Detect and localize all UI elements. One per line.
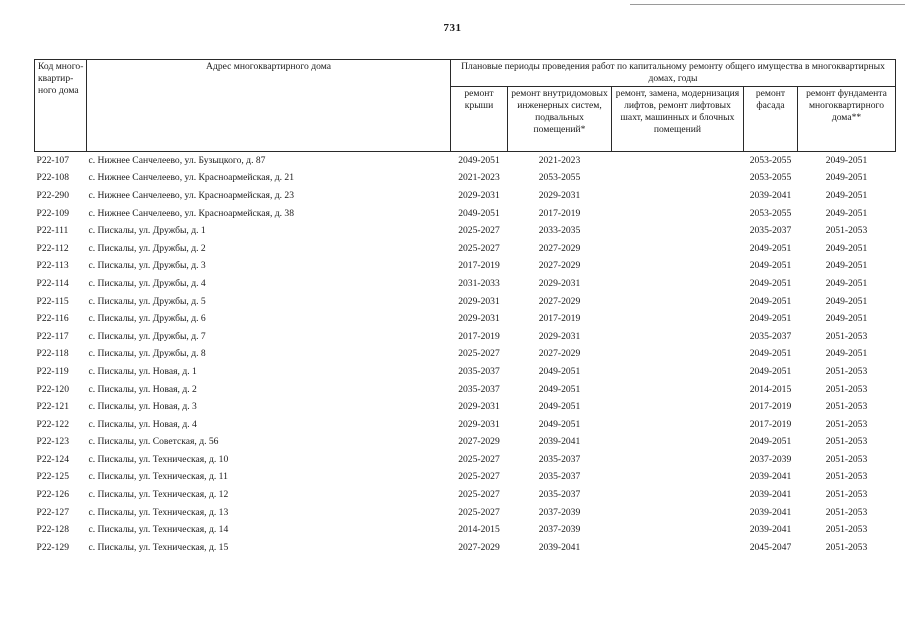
cell-address: с. Пискалы, ул. Новая, д. 3 xyxy=(88,401,197,413)
cell-foundation: 2051-2053 xyxy=(825,541,868,553)
cell-roof: 2049-2051 xyxy=(458,207,500,219)
cell-foundation: 2049-2051 xyxy=(825,348,868,360)
cell-facade: 2039-2041 xyxy=(749,489,792,501)
cell-foundation: 2049-2051 xyxy=(825,242,868,254)
cell-facade: 2049-2051 xyxy=(749,277,792,289)
cell-code: Р22-290 xyxy=(36,189,70,201)
cell-code: Р22-118 xyxy=(36,348,69,360)
cell-lifts xyxy=(612,521,744,539)
cell-roof: 2027-2029 xyxy=(458,436,500,448)
cell-roof: 2025-2027 xyxy=(458,506,500,518)
cell-foundation: 2049-2051 xyxy=(825,189,868,201)
cell-foundation: 2049-2051 xyxy=(825,154,868,166)
cell-code: Р22-126 xyxy=(36,489,70,501)
cell-facade: 2049-2051 xyxy=(749,348,792,360)
cell-foundation: 2051-2053 xyxy=(825,365,868,377)
cell-code: Р22-117 xyxy=(36,330,69,342)
table-row xyxy=(35,258,896,276)
cell-roof: 2029-2031 xyxy=(458,418,500,430)
cell-foundation: 2049-2051 xyxy=(825,295,868,307)
table-row xyxy=(35,521,896,539)
cell-facade: 2049-2051 xyxy=(749,436,792,448)
cell-engineering: 2027-2029 xyxy=(538,242,581,254)
cell-address: с. Пискалы, ул. Дружбы, д. 7 xyxy=(88,330,206,342)
header-foundation: ремонт фундамента многоквартирного дома** xyxy=(798,87,896,152)
cell-code: Р22-120 xyxy=(36,383,70,395)
page-number: 731 xyxy=(443,22,462,34)
cell-facade: 2035-2037 xyxy=(749,330,792,342)
cell-address: с. Пискалы, ул. Дружбы, д. 8 xyxy=(88,348,206,360)
cell-code: Р22-125 xyxy=(36,471,70,483)
table-row xyxy=(35,486,896,504)
cell-roof: 2025-2027 xyxy=(458,348,500,360)
cell-address: с. Пискалы, ул. Новая, д. 2 xyxy=(88,383,197,395)
cell-code: Р22-116 xyxy=(36,313,69,325)
cell-facade: 2049-2051 xyxy=(749,313,792,325)
cell-foundation: 2051-2053 xyxy=(825,524,868,536)
table-header xyxy=(35,60,896,152)
cell-lifts xyxy=(612,152,744,170)
cell-foundation: 2051-2053 xyxy=(825,489,868,501)
cell-code: Р22-121 xyxy=(36,401,70,413)
table-row xyxy=(35,539,896,557)
cell-engineering: 2049-2051 xyxy=(538,383,581,395)
cell-engineering: 2039-2041 xyxy=(538,541,581,553)
table-body xyxy=(35,152,896,557)
header-engineering: ремонт внутридомовых инженерных систем, подвальных помещений* xyxy=(508,87,612,152)
header-roof: ремонт крыши xyxy=(451,87,508,152)
cell-facade: 2049-2051 xyxy=(749,365,792,377)
cell-roof: 2029-2031 xyxy=(458,401,500,413)
table-row xyxy=(35,170,896,188)
cell-code: Р22-112 xyxy=(36,242,69,254)
table-row xyxy=(35,398,896,416)
cell-roof: 2035-2037 xyxy=(458,365,500,377)
cell-facade: 2053-2055 xyxy=(749,154,792,166)
cell-foundation: 2049-2051 xyxy=(825,277,868,289)
table-row xyxy=(35,363,896,381)
cell-facade: 2053-2055 xyxy=(749,207,792,219)
cell-foundation: 2049-2051 xyxy=(825,207,868,219)
cell-foundation: 2051-2053 xyxy=(825,506,868,518)
cell-code: Р22-115 xyxy=(36,295,69,307)
cell-lifts xyxy=(612,416,744,434)
cell-engineering: 2017-2019 xyxy=(538,207,581,219)
cell-engineering: 2039-2041 xyxy=(538,436,581,448)
cell-lifts xyxy=(612,451,744,469)
cell-code: Р22-122 xyxy=(36,418,70,430)
cell-engineering: 2053-2055 xyxy=(538,172,581,184)
table-row xyxy=(35,416,896,434)
cell-lifts xyxy=(612,398,744,416)
cell-code: Р22-123 xyxy=(36,436,70,448)
cell-lifts xyxy=(612,539,744,557)
cell-lifts xyxy=(612,363,744,381)
cell-code: Р22-108 xyxy=(36,172,70,184)
cell-foundation: 2049-2051 xyxy=(825,260,868,272)
cell-engineering: 2037-2039 xyxy=(538,524,581,536)
cell-code: Р22-114 xyxy=(36,277,69,289)
cell-facade: 2017-2019 xyxy=(749,418,792,430)
cell-foundation: 2049-2051 xyxy=(825,172,868,184)
cell-lifts xyxy=(612,504,744,522)
cell-code: Р22-109 xyxy=(36,207,70,219)
cell-roof: 2017-2019 xyxy=(458,330,500,342)
table-row xyxy=(35,293,896,311)
cell-engineering: 2027-2029 xyxy=(538,295,581,307)
cell-roof: 2049-2051 xyxy=(458,154,500,166)
header-address: Адрес многоквартирного дома xyxy=(87,60,451,152)
header-code: Код много-квартир-ного дома xyxy=(35,60,87,152)
cell-code: Р22-111 xyxy=(36,225,69,237)
cell-facade: 2049-2051 xyxy=(749,295,792,307)
table-row xyxy=(35,504,896,522)
cell-address: с. Пискалы, ул. Техническая, д. 13 xyxy=(88,506,229,518)
cell-engineering: 2029-2031 xyxy=(538,277,581,289)
repair-schedule-table xyxy=(34,59,896,557)
cell-lifts xyxy=(612,486,744,504)
table-row xyxy=(35,328,896,346)
cell-facade: 2053-2055 xyxy=(749,172,792,184)
table-row xyxy=(35,222,896,240)
cell-address: с. Пискалы, ул. Техническая, д. 11 xyxy=(88,471,228,483)
cell-lifts xyxy=(612,434,744,452)
table-row xyxy=(35,434,896,452)
cell-engineering: 2017-2019 xyxy=(538,313,581,325)
cell-address: с. Пискалы, ул. Дружбы, д. 3 xyxy=(88,260,206,272)
table-row xyxy=(35,310,896,328)
cell-facade: 2039-2041 xyxy=(749,471,792,483)
cell-facade: 2039-2041 xyxy=(749,189,792,201)
cell-address: с. Нижнее Санчелеево, ул. Красноармейская, д. 38 xyxy=(88,207,295,219)
cell-lifts xyxy=(612,187,744,205)
cell-lifts xyxy=(612,310,744,328)
cell-address: с. Нижнее Санчелеево, ул. Красноармейская, д. 21 xyxy=(88,172,295,184)
cell-code: Р22-113 xyxy=(36,260,69,272)
cell-roof: 2025-2027 xyxy=(458,489,500,501)
cell-address: с. Нижнее Санчелеево, ул. Красноармейская, д. 23 xyxy=(88,189,295,201)
cell-foundation: 2051-2053 xyxy=(825,383,868,395)
cell-facade: 2045-2047 xyxy=(749,541,792,553)
cell-engineering: 2021-2023 xyxy=(538,154,581,166)
cell-address: с. Пискалы, ул. Советская, д. 56 xyxy=(88,436,219,448)
cell-engineering: 2049-2051 xyxy=(538,418,581,430)
cell-facade: 2039-2041 xyxy=(749,524,792,536)
cell-foundation: 2051-2053 xyxy=(825,453,868,465)
cell-foundation: 2051-2053 xyxy=(825,436,868,448)
cell-address: с. Нижнее Санчелеево, ул. Бузыцкого, д. 87 xyxy=(88,154,266,166)
cell-lifts xyxy=(612,275,744,293)
cell-engineering: 2035-2037 xyxy=(538,453,581,465)
cell-foundation: 2051-2053 xyxy=(825,225,868,237)
cell-roof: 2025-2027 xyxy=(458,471,500,483)
cell-foundation: 2051-2053 xyxy=(825,471,868,483)
cell-code: Р22-127 xyxy=(36,506,70,518)
cell-engineering: 2029-2031 xyxy=(538,189,581,201)
cell-lifts xyxy=(612,469,744,487)
table-row xyxy=(35,152,896,170)
cell-roof: 2025-2027 xyxy=(458,453,500,465)
cell-engineering: 2029-2031 xyxy=(538,330,581,342)
cell-lifts xyxy=(612,381,744,399)
cell-roof: 2029-2031 xyxy=(458,295,500,307)
cell-code: Р22-119 xyxy=(36,365,69,377)
cell-roof: 2035-2037 xyxy=(458,383,500,395)
cell-facade: 2035-2037 xyxy=(749,225,792,237)
header-lifts: ремонт, замена, модернизация лифтов, ремонт лифтовых шахт, машинных и блочных помещений xyxy=(612,87,744,152)
cell-address: с. Пискалы, ул. Новая, д. 1 xyxy=(88,365,197,377)
cell-lifts xyxy=(612,328,744,346)
cell-foundation: 2051-2053 xyxy=(825,330,868,342)
cell-lifts xyxy=(612,205,744,223)
cell-facade: 2037-2039 xyxy=(749,453,792,465)
table-row xyxy=(35,187,896,205)
cell-roof: 2029-2031 xyxy=(458,189,500,201)
table-row xyxy=(35,275,896,293)
cell-engineering: 2027-2029 xyxy=(538,348,581,360)
cell-facade: 2017-2019 xyxy=(749,401,792,413)
cell-code: Р22-124 xyxy=(36,453,70,465)
cell-engineering: 2035-2037 xyxy=(538,471,581,483)
cell-address: с. Пискалы, ул. Дружбы, д. 4 xyxy=(88,277,206,289)
cell-code: Р22-128 xyxy=(36,524,70,536)
cell-code: Р22-107 xyxy=(36,154,70,166)
cell-lifts xyxy=(612,346,744,364)
cell-roof: 2014-2015 xyxy=(458,524,500,536)
cell-roof: 2031-2033 xyxy=(458,277,500,289)
cell-roof: 2025-2027 xyxy=(458,225,500,237)
table-row xyxy=(35,346,896,364)
cell-roof: 2017-2019 xyxy=(458,260,500,272)
cell-code: Р22-129 xyxy=(36,541,70,553)
cell-address: с. Пискалы, ул. Техническая, д. 15 xyxy=(88,541,229,553)
table-row xyxy=(35,469,896,487)
cell-facade: 2039-2041 xyxy=(749,506,792,518)
cell-foundation: 2049-2051 xyxy=(825,313,868,325)
cell-address: с. Пискалы, ул. Новая, д. 4 xyxy=(88,418,197,430)
header-facade: ремонт фасада xyxy=(744,87,798,152)
cell-engineering: 2033-2035 xyxy=(538,225,581,237)
cell-lifts xyxy=(612,258,744,276)
cell-address: с. Пискалы, ул. Техническая, д. 14 xyxy=(88,524,229,536)
table-row xyxy=(35,381,896,399)
cell-roof: 2025-2027 xyxy=(458,242,500,254)
cell-roof: 2029-2031 xyxy=(458,313,500,325)
cell-engineering: 2037-2039 xyxy=(538,506,581,518)
cell-foundation: 2051-2053 xyxy=(825,401,868,413)
cell-facade: 2049-2051 xyxy=(749,242,792,254)
cell-engineering: 2027-2029 xyxy=(538,260,581,272)
header-periods: Плановые периоды проведения работ по капитальному ремонту общего имущества в многоквартирных домах, годы xyxy=(451,60,896,87)
top-rule xyxy=(630,4,905,5)
cell-engineering: 2049-2051 xyxy=(538,401,581,413)
cell-lifts xyxy=(612,222,744,240)
table-row xyxy=(35,205,896,223)
cell-lifts xyxy=(612,293,744,311)
cell-address: с. Пискалы, ул. Дружбы, д. 6 xyxy=(88,313,206,325)
table-row xyxy=(35,451,896,469)
cell-address: с. Пискалы, ул. Дружбы, д. 5 xyxy=(88,295,206,307)
cell-engineering: 2049-2051 xyxy=(538,365,581,377)
cell-facade: 2049-2051 xyxy=(749,260,792,272)
cell-facade: 2014-2015 xyxy=(749,383,792,395)
cell-roof: 2027-2029 xyxy=(458,541,500,553)
cell-address: с. Пискалы, ул. Техническая, д. 10 xyxy=(88,453,229,465)
cell-address: с. Пискалы, ул. Дружбы, д. 2 xyxy=(88,242,206,254)
cell-engineering: 2035-2037 xyxy=(538,489,581,501)
cell-address: с. Пискалы, ул. Техническая, д. 12 xyxy=(88,489,229,501)
cell-lifts xyxy=(612,170,744,188)
cell-lifts xyxy=(612,240,744,258)
cell-foundation: 2051-2053 xyxy=(825,418,868,430)
table-row xyxy=(35,240,896,258)
cell-roof: 2021-2023 xyxy=(458,172,500,184)
cell-address: с. Пискалы, ул. Дружбы, д. 1 xyxy=(88,225,206,237)
